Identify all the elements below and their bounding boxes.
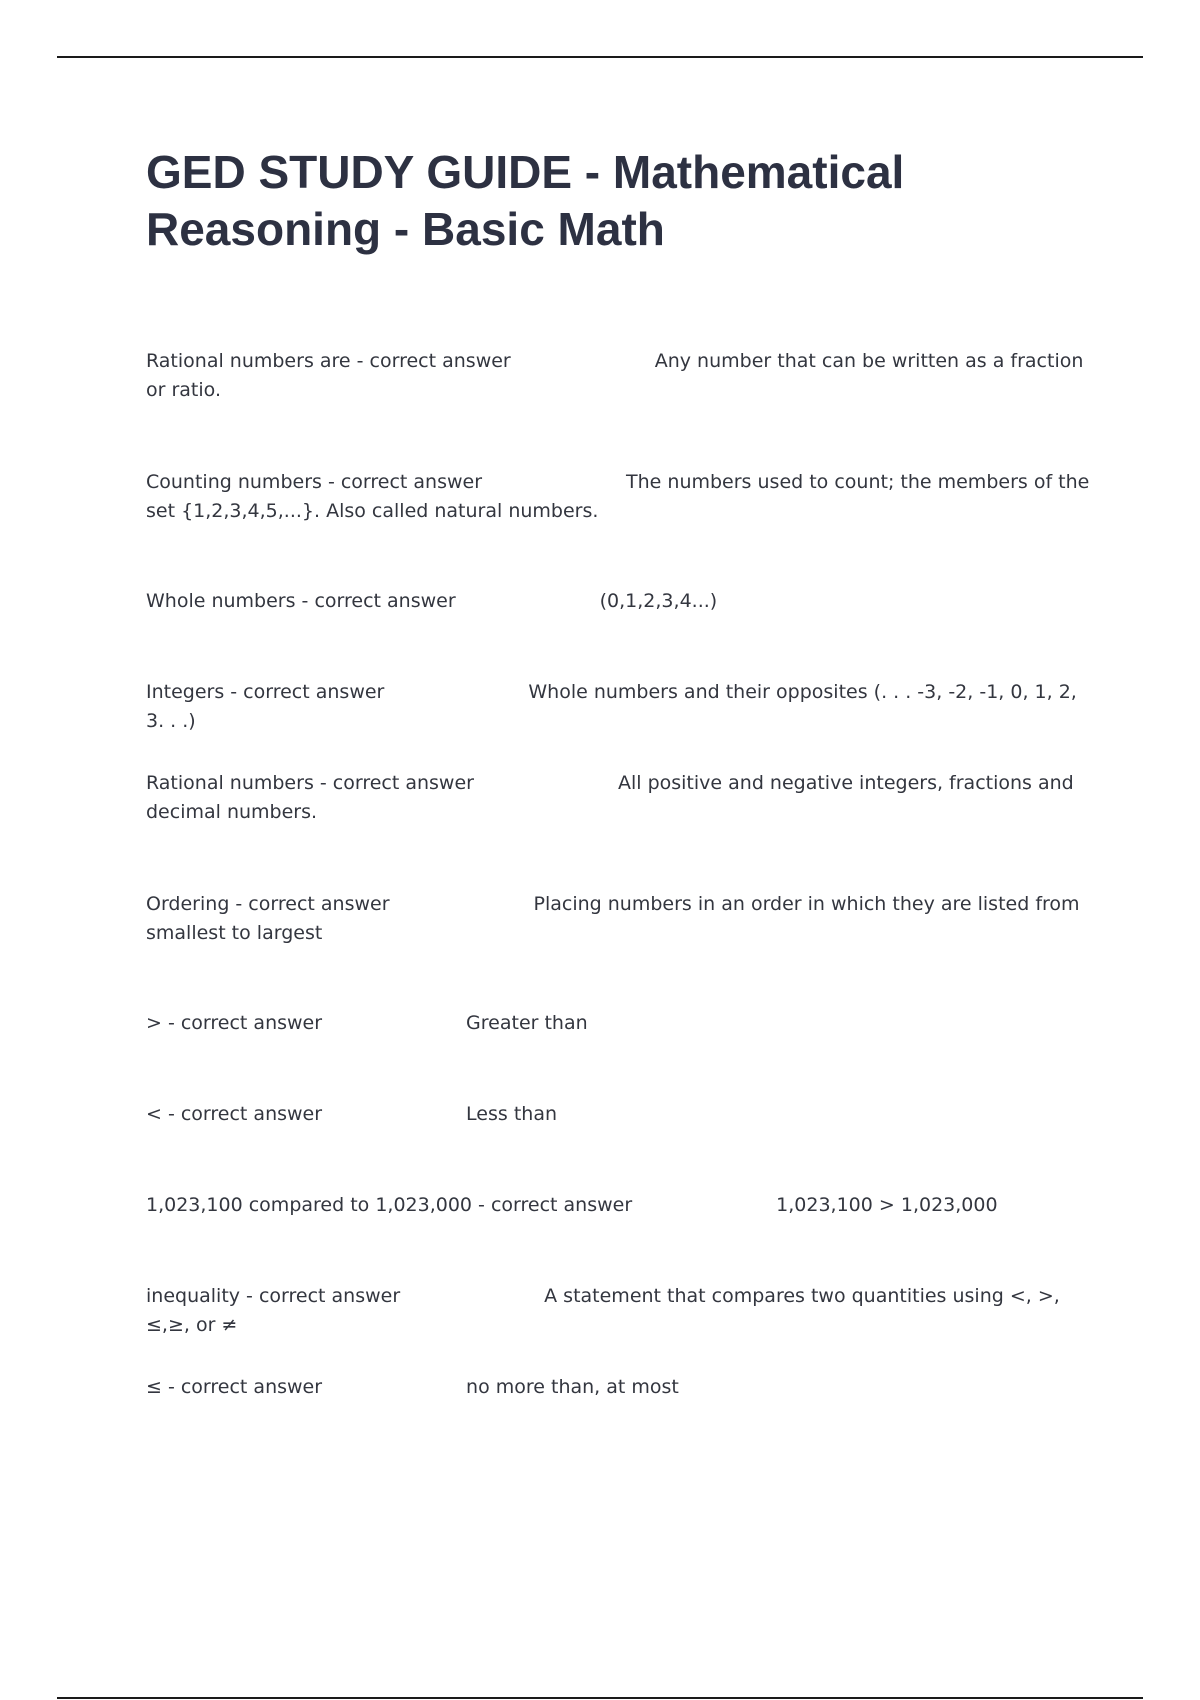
question-text: Whole numbers - correct answer <box>146 590 456 612</box>
answer-text: The numbers used to count; the members of the set {1,2,3,4,5,...}. Also called natural numbers. <box>146 471 1090 522</box>
question-text: > - correct answer <box>146 1012 323 1034</box>
question-text: Ordering - correct answer <box>146 893 390 915</box>
answer-text: Any number that can be written as a fraction or ratio. <box>146 350 1084 401</box>
answer-text: Greater than <box>466 1012 588 1034</box>
question-text: inequality - correct answer <box>146 1285 401 1307</box>
qa-entry <box>146 1191 1096 1220</box>
answer-text: Whole numbers and their opposites (. . . -3, -2, -1, 0, 1, 2, 3. . .) <box>146 681 1077 732</box>
page-title: GED STUDY GUIDE - Mathematical Reasoning - Basic Math <box>146 146 905 255</box>
qa-entry <box>146 1282 1096 1340</box>
qa-entry <box>146 1009 1096 1038</box>
question-text: Rational numbers - correct answer <box>146 772 474 794</box>
answer-text: A statement that compares two quantities using <, >, ≤,≥, or ≠ <box>146 1285 1060 1336</box>
qa-entry <box>146 587 1096 616</box>
question-text: Counting numbers - correct answer <box>146 471 483 493</box>
question-text: Rational numbers are - correct answer <box>146 350 511 372</box>
qa-entry <box>146 769 1096 827</box>
question-text: 1,023,100 compared to 1,023,000 - correct answer <box>146 1194 633 1216</box>
qa-entry <box>146 678 1096 736</box>
answer-text: Placing numbers in an order in which they are listed from smallest to largest <box>146 893 1080 944</box>
qa-entry <box>146 1100 1096 1129</box>
qa-entry <box>146 890 1096 948</box>
qa-entry <box>146 347 1096 405</box>
bottom-rule <box>57 1697 1143 1699</box>
answer-text: Less than <box>466 1103 558 1125</box>
answer-text: (0,1,2,3,4...) <box>599 590 718 612</box>
qa-entry <box>146 468 1096 526</box>
top-rule <box>57 56 1143 58</box>
qa-entry <box>146 1373 1096 1402</box>
answer-text: 1,023,100 > 1,023,000 <box>776 1194 998 1216</box>
question-text: Integers - correct answer <box>146 681 385 703</box>
answer-text: All positive and negative integers, fractions and decimal numbers. <box>146 772 1074 823</box>
question-text: ≤ - correct answer <box>146 1376 323 1398</box>
answer-text: no more than, at most <box>466 1376 679 1398</box>
question-text: < - correct answer <box>146 1103 323 1125</box>
